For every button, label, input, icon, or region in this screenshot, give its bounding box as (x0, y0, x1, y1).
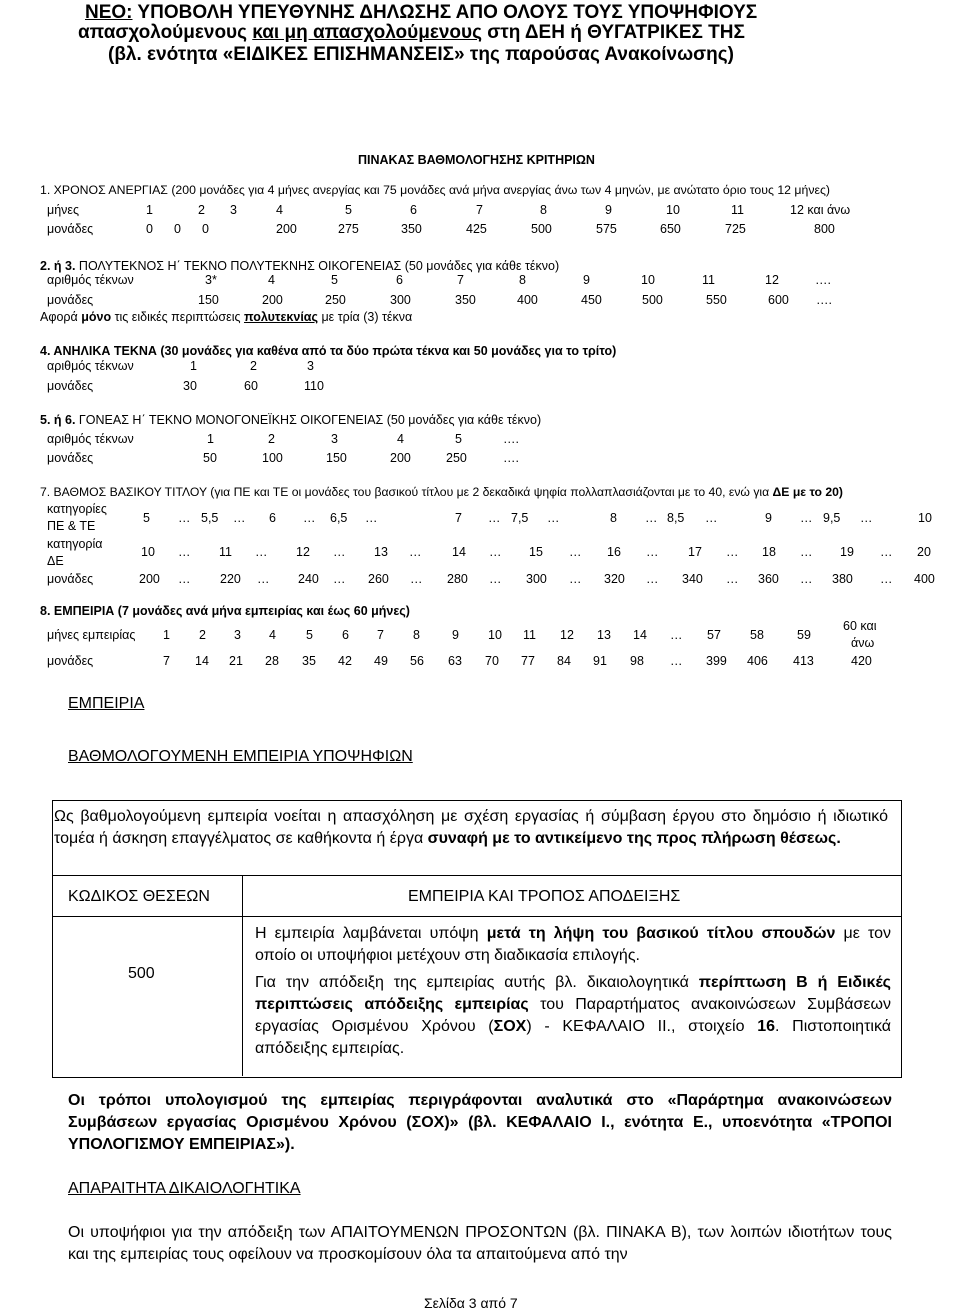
sec7-points-cell: 400 (914, 572, 935, 586)
sec5-children-cell: 4 (397, 432, 404, 446)
sec7-pe-te-cell: … (488, 511, 501, 525)
sec1-months-cell: 2 (198, 203, 205, 217)
sec2-note-e: με τρία (3) τέκνα (317, 310, 413, 324)
sec1-points-cell: 725 (725, 222, 746, 236)
sec7-de-cell: 17 (688, 545, 702, 559)
sec2-children-cell: 3* (205, 273, 217, 287)
sec1-points-cell: 425 (466, 222, 487, 236)
sec4-points-label: μονάδες (47, 379, 94, 393)
sec1-points-cell: 0 (202, 222, 209, 236)
sec7-points-cell: 300 (526, 572, 547, 586)
sec7-points-cell: … (880, 572, 893, 586)
sec7-de-cell: 19 (840, 545, 854, 559)
sec8-title: 8. ΕΜΠΕΙΡΙΑ (7 μονάδες ανά μήνα εμπειρίας και έως 60 μήνες) (40, 604, 410, 618)
sec1-points-cell: 500 (531, 222, 552, 236)
box-p1-b: μετά τη λήψη του βασικού τίτλου σπουδών (486, 925, 836, 942)
required-documents-text: Οι υποψήφιοι για την απόδειξη των ΑΠΑΙΤΟΥΜΕΝΩΝ ΠΡΟΣΟΝΤΩΝ (βλ. ΠΙΝΑΚΑ Β), των λοιπών ιδιοτήτων τους και της εμπειρίας τους οφείλουν να προσκομίσουν όλα τα απαιτούμενα από την (68, 1224, 892, 1263)
sec8-points-cell: 70 (485, 654, 499, 668)
sec2-points-cell: …. (816, 293, 832, 307)
sec2-children-cell: 12 (765, 273, 779, 287)
box-p2-f: 16 (757, 1018, 776, 1035)
sec7-points-cell: 220 (220, 572, 241, 586)
sec7-pe-te-cell: 10 (918, 511, 932, 525)
sec7-de-cell: … (409, 545, 422, 559)
box-paragraph-2 (255, 972, 891, 1060)
sec1-months-cell: 11 (731, 203, 744, 217)
sec7-pe-te-cell: 8,5 (667, 511, 685, 525)
sec2-note-d: πολυτεκνίας (243, 310, 318, 324)
sec5-title-text: ΓΟΝΕΑΣ Η΄ ΤΕΚΝΟ ΜΟΝΟΓΟΝΕΪΚΗΣ ΟΙΚΟΓΕΝΕΙΑΣ (50 μονάδες για κάθε τέκνο) (75, 413, 542, 427)
sec7-de-cell: 20 (917, 545, 931, 559)
experience-heading: ΕΜΠΕΙΡΙΑ (68, 695, 145, 712)
sec2-children-cell: 10 (641, 273, 655, 287)
sec8-months-cell: 11 (523, 628, 536, 642)
sec7-de-cell: … (569, 545, 582, 559)
sec1-months-cell: 6 (410, 203, 417, 217)
sec7-points-cell: 280 (447, 572, 468, 586)
box-intro-b: συναφή με το αντικείμενο της προς πλήρωση θέσεως. (427, 830, 841, 847)
sec7-points-cell: 200 (139, 572, 160, 586)
sec2-points-cell: 200 (262, 293, 283, 307)
sec8-points-cell: 21 (229, 654, 243, 668)
sec1-points-cell: 800 (814, 222, 835, 236)
sec7-points-cell: … (410, 572, 423, 586)
sec1-points-cell: 0 (146, 222, 153, 236)
sec7-pe-te-cell: 7,5 (511, 511, 529, 525)
sec2-points-cell: 150 (198, 293, 219, 307)
sec7-points-cell: 340 (682, 572, 703, 586)
box-p2-c: του Παραρτήματος ανακοινώσεων Συμβάσεων εργασίας Ορισμένου Χρόνου ( (255, 996, 891, 1035)
divider-top (52, 875, 902, 876)
sec5-children-cell: 3 (331, 432, 338, 446)
sec8-months-cell: 59 (797, 628, 811, 642)
sec7-pe-te-cell: … (303, 511, 316, 525)
sec8-months-cell: 9 (452, 628, 459, 642)
sec2-children-cell: …. (815, 273, 831, 287)
box-p2-a: Για την απόδειξη της εμπειρίας αυτής βλ. δικαιολογητικά (255, 974, 699, 991)
scoring-table-title: ΠΙΝΑΚΑΣ ΒΑΘΜΟΛΟΓΗΣΗΣ ΚΡΙΤΗΡΙΩΝ (358, 153, 595, 167)
sec2-children-cell: 9 (583, 273, 590, 287)
sec7-pe-te-cell: … (860, 511, 873, 525)
sec2-title-text: ΠΟΛΥΤΕΚΝΟΣ Η΄ ΤΕΚΝΟ ΠΟΛΥΤΕΚΝΗΣ ΟΙΚΟΓΕΝΕΙΑΣ (50 μονάδες για κάθε τέκνο) (75, 259, 560, 273)
sec8-points-cell: 35 (302, 654, 316, 668)
sec1-points-cell: 0 (174, 222, 181, 236)
sec5-children-cell: 1 (207, 432, 214, 446)
header-line-2-a: απασχολούμενους (78, 22, 253, 43)
sec8-months-cell: 14 (633, 628, 647, 642)
sec7-points-cell: … (646, 572, 659, 586)
box-p2-b: περίπτωση Β ή Ειδικές περιπτώσεις απόδειξης εμπειρίας (255, 974, 891, 1013)
sec8-points-label: μονάδες (47, 654, 94, 668)
sec7-pe-te-cell: 5 (143, 511, 150, 525)
page-footer: Σελίδα 3 από 7 (424, 1295, 518, 1311)
sec1-points-cell: 650 (660, 222, 681, 236)
sec2-points-cell: 550 (706, 293, 727, 307)
divider-vertical (242, 875, 243, 1076)
sec8-months-cell: 8 (413, 628, 420, 642)
sec8-months-cell: 58 (750, 628, 764, 642)
sec8-months-cell: 10 (488, 628, 502, 642)
sec4-title: 4. ΑΝΗΛΙΚΑ ΤΕΚΝΑ (30 μονάδες για καθένα από τα δύο πρώτα τέκνα και 50 μονάδες για το τρίτο) (40, 344, 617, 358)
sec8-months-cell: 4 (269, 628, 276, 642)
sec2-points-label: μονάδες (47, 293, 94, 307)
sec8-months-cell: 7 (377, 628, 384, 642)
box-p1-a: Η εμπειρία λαμβάνεται υπόψη (255, 925, 487, 942)
sec5-points-cell: 100 (262, 451, 283, 465)
sec7-cat-label-1: κατηγορίες (47, 502, 107, 516)
sec7-points-cell: … (726, 572, 739, 586)
required-documents-heading: ΑΠΑΡΑΙΤΗΤΑ ΔΙΚΑΙΟΛΟΓΗΤΙΚΑ (68, 1180, 301, 1197)
sec2-children-cell: 6 (396, 273, 403, 287)
header-line-2-b: και μη απασχολούμενους (252, 22, 482, 43)
position-code: 500 (128, 965, 155, 982)
header-new-label: ΝΕΟ: (85, 2, 133, 23)
sec2-note-c: τις ειδικές περιπτώσεις (111, 310, 244, 324)
sec4-children-label: αριθμός τέκνων (47, 359, 134, 373)
box-p2-e: ) - ΚΕΦΑΛΑΙΟ ΙΙ., στοιχείο (526, 1018, 758, 1035)
header-line-2-c: στη ΔΕΗ ή ΘΥΓΑΤΡΙΚΕΣ ΤΗΣ (481, 22, 745, 43)
header-line-2 (78, 22, 745, 43)
sec8-points-cell: 413 (793, 654, 814, 668)
sec1-points-cell: 575 (596, 222, 617, 236)
sec7-title-a: 7. ΒΑΘΜΟΣ ΒΑΣΙΚΟΥ ΤΙΤΛΟΥ (για ΠΕ και ΤΕ οι μονάδες του βασικού τίτλου με 2 δεκαδικά ψηφία πολλαπλασιάζονται με το 40, ενώ για (40, 485, 773, 499)
sec1-title: 1. ΧΡΟΝΟΣ ΑΝΕΡΓΙΑΣ (200 μονάδες για 4 μήνες ανεργίας και 75 μονάδες ανά μήνα ανεργίας άνω των 4 μηνών, με ανώτατο όριο τους 12 μήνες) (40, 183, 830, 197)
sec8-months-cell: 6 (342, 628, 349, 642)
sec8-last-1: 60 και (843, 619, 877, 633)
sec7-de-cell: 14 (452, 545, 466, 559)
divider-header (52, 916, 902, 917)
sec8-points-cell: … (670, 654, 683, 668)
sec7-de-cell: … (489, 545, 502, 559)
sec7-de-cell: 15 (529, 545, 543, 559)
sec1-months-label: μήνες (47, 203, 80, 217)
sec1-months-cell: 3 (230, 203, 237, 217)
sec7-title-b: ΔΕ με το 20) (772, 485, 843, 499)
sec8-points-cell: 84 (557, 654, 571, 668)
box-p2-d: ΣΟΧ (493, 1018, 527, 1035)
sec8-points-cell: 56 (410, 654, 424, 668)
sec2-note (40, 310, 412, 324)
sec8-months-cell: 13 (597, 628, 611, 642)
box-p2-g: . Πιστοποιητικά απόδειξης εμπειρίας. (255, 1018, 892, 1057)
sec5-children-cell: …. (503, 432, 519, 446)
sec2-points-cell: 400 (517, 293, 538, 307)
sec1-months-cell: 1 (146, 203, 153, 217)
sec7-points-cell: … (178, 572, 191, 586)
sec8-months-cell: 1 (163, 628, 170, 642)
sec4-children-cell: 3 (307, 359, 314, 373)
sec8-points-cell: 49 (374, 654, 388, 668)
sec7-pe-te-cell: … (705, 511, 718, 525)
sec5-points-cell: 50 (203, 451, 217, 465)
sec7-pe-te-cell: 6,5 (330, 511, 348, 525)
sec4-points-cell: 110 (304, 379, 324, 393)
sec8-points-cell: 28 (265, 654, 279, 668)
sec8-points-cell: 406 (747, 654, 768, 668)
sec7-pe-te-cell: … (365, 511, 378, 525)
sec2-points-cell: 450 (581, 293, 602, 307)
col-header-codes: ΚΩΔΙΚΟΣ ΘΕΣΕΩΝ (68, 888, 210, 905)
sec1-months-cell: 5 (345, 203, 352, 217)
sec2-points-cell: 350 (455, 293, 476, 307)
sec7-de-label-1: κατηγορία (47, 537, 103, 551)
sec1-points-cell: 350 (401, 222, 422, 236)
sec7-pe-te-cell: … (233, 511, 246, 525)
header-line-1 (85, 2, 757, 23)
sec7-points-cell: … (800, 572, 813, 586)
sec7-de-cell: … (646, 545, 659, 559)
sec7-de-cell: … (178, 545, 191, 559)
sec8-points-cell: 98 (630, 654, 644, 668)
sec5-title-num: 5. ή 6. (40, 413, 76, 427)
sec7-de-cell: … (880, 545, 893, 559)
sec4-children-cell: 1 (190, 359, 197, 373)
sec2-note-b: μόνο (81, 310, 112, 324)
sec5-points-cell: 250 (446, 451, 467, 465)
sec7-pe-te-cell: 5,5 (201, 511, 219, 525)
sec7-points-label: μονάδες (47, 572, 94, 586)
sec8-points-cell: 63 (448, 654, 462, 668)
sec5-points-cell: …. (503, 451, 519, 465)
sec8-months-cell: 5 (306, 628, 313, 642)
sec7-de-cell: … (726, 545, 739, 559)
sec8-points-cell: 420 (851, 654, 872, 668)
sec8-months-cell: 57 (707, 628, 721, 642)
sec7-points-cell: 360 (758, 572, 779, 586)
sec5-title (40, 413, 541, 427)
sec8-points-cell: 399 (706, 654, 727, 668)
box-intro (54, 806, 888, 850)
sec1-months-cell: 12 και άνω (790, 203, 851, 217)
sec2-children-cell: 7 (457, 273, 464, 287)
sec5-children-label: αριθμός τέκνων (47, 432, 134, 446)
sec1-points-cell: 275 (338, 222, 359, 236)
sec2-points-cell: 600 (768, 293, 789, 307)
sec4-points-cell: 30 (183, 379, 197, 393)
sec5-children-cell: 2 (268, 432, 275, 446)
sec1-points-label: μονάδες (47, 222, 94, 236)
sec7-pe-te-cell: 9 (765, 511, 772, 525)
sec2-note-a: Αφορά (40, 310, 82, 324)
sec8-months-cell: 12 (560, 628, 574, 642)
sec7-points-cell: 320 (604, 572, 625, 586)
sec5-points-label: μονάδες (47, 451, 94, 465)
sec1-months-cell: 7 (476, 203, 483, 217)
sec7-de-cell: … (800, 545, 813, 559)
sec8-points-cell: 7 (163, 654, 170, 668)
box-p1-c: με τον οποίο οι υποψήφιοι μετέχουν στη διαδικασία επιλογής. (255, 925, 892, 964)
sec7-de-cell: 13 (374, 545, 388, 559)
sec7-pe-te-cell: 6 (269, 511, 276, 525)
sec8-months-label: μήνες εμπειρίας (47, 628, 136, 642)
sec7-de-cell: 12 (296, 545, 310, 559)
sec8-last-2: άνω (851, 636, 875, 650)
sec7-points-cell: … (257, 572, 270, 586)
sec7-points-cell: … (333, 572, 346, 586)
sec7-pe-te-cell: 7 (455, 511, 462, 525)
sec7-pe-te-cell: 9,5 (823, 511, 841, 525)
sec7-de-cell: … (255, 545, 268, 559)
sec1-months-cell: 4 (276, 203, 283, 217)
sec1-months-cell: 10 (666, 203, 680, 217)
sec5-children-cell: 5 (455, 432, 462, 446)
sec7-de-cell: 11 (219, 545, 232, 559)
sec7-points-cell: 240 (298, 572, 319, 586)
sec8-points-cell: 14 (195, 654, 209, 668)
sec8-points-cell: 42 (338, 654, 352, 668)
sec1-months-cell: 9 (605, 203, 612, 217)
sec8-points-cell: 91 (593, 654, 607, 668)
sec2-children-cell: 5 (331, 273, 338, 287)
sec4-children-cell: 2 (250, 359, 257, 373)
sec7-de-cell: … (333, 545, 346, 559)
sec7-points-cell: … (489, 572, 502, 586)
sec7-pe-te-cell: … (547, 511, 560, 525)
sec7-points-cell: 260 (368, 572, 389, 586)
sec5-points-cell: 150 (326, 451, 347, 465)
sec2-children-cell: 11 (702, 273, 715, 287)
sec2-children-cell: 8 (519, 273, 526, 287)
sec8-points-cell: 77 (521, 654, 535, 668)
sec4-points-cell: 60 (244, 379, 258, 393)
sec7-de-cell: 10 (141, 545, 155, 559)
sec7-de-label-2: ΔΕ (47, 554, 64, 568)
sec7-title (40, 485, 843, 499)
sec2-points-cell: 300 (390, 293, 411, 307)
header-line-3: (βλ. ενότητα «ΕΙΔΙΚΕΣ ΕΠΙΣΗΜΑΝΣΕΙΣ» της παρούσας Ανακοίνωσης) (108, 44, 734, 65)
sec2-children-cell: 4 (268, 273, 275, 287)
sec7-pe-te-cell: … (178, 511, 191, 525)
box-paragraph-1 (255, 923, 891, 967)
sec7-pe-te-cell: 8 (610, 511, 617, 525)
sec8-months-cell: 3 (234, 628, 241, 642)
col-header-experience: ΕΜΠΕΙΡΙΑ ΚΑΙ ΤΡΟΠΟΣ ΑΠΟΔΕΙΞΗΣ (408, 888, 681, 905)
sec5-points-cell: 200 (390, 451, 411, 465)
sec7-de-cell: 18 (762, 545, 776, 559)
sec2-title (40, 259, 559, 273)
sec7-points-cell: … (569, 572, 582, 586)
scored-experience-heading: ΒΑΘΜΟΛΟΓΟΥΜΕΝΗ ΕΜΠΕΙΡΙΑ ΥΠΟΨΗΦΙΩΝ (68, 748, 413, 765)
sec1-points-cell: 200 (276, 222, 297, 236)
sec2-children-label: αριθμός τέκνων (47, 273, 134, 287)
header-line-1-text: ΥΠΟΒΟΛΗ ΥΠΕΥΘΥΝΗΣ ΔΗΛΩΣΗΣ ΑΠΟ ΟΛΟΥΣ ΤΟΥΣ ΥΠΟΨΗΦΙΟΥΣ (132, 2, 758, 23)
sec7-points-cell: 380 (832, 572, 853, 586)
sec7-cat-label-2: ΠΕ & ΤΕ (47, 519, 96, 533)
box-intro-a: Ως βαθμολογούμενη εμπειρία νοείται η απασχόληση με σχέση εργασίας ή σύμβαση έργου στο δημόσιο ή ιδιωτικό τομέα ή άσκηση επαγγέλματος σε καθήκοντα ή έργα (54, 808, 888, 847)
sec7-pe-te-cell: … (800, 511, 813, 525)
sec8-months-cell: 2 (199, 628, 206, 642)
sec7-de-cell: 16 (607, 545, 621, 559)
sec2-points-cell: 250 (325, 293, 346, 307)
sec1-months-cell: 8 (540, 203, 547, 217)
sec2-title-num: 2. ή 3. (40, 259, 76, 273)
sec2-points-cell: 500 (642, 293, 663, 307)
sec8-months-cell: … (670, 628, 683, 642)
calculation-note: Οι τρόποι υπολογισμού της εμπειρίας περιγράφονται αναλυτικά στο «Παράρτημα ανακοινώσεων Συμβάσεων εργασίας Ορισμένου Χρόνου (ΣΟΧ)» (βλ. ΚΕΦΑΛΑΙΟ Ι., ενότητα Ε., υποενότητα «ΤΡΟΠΟΙ ΥΠΟΛΟΓΙΣΜΟΥ ΕΜΠΕΙΡΙΑΣ»). (68, 1092, 892, 1153)
sec7-pe-te-cell: … (645, 511, 658, 525)
